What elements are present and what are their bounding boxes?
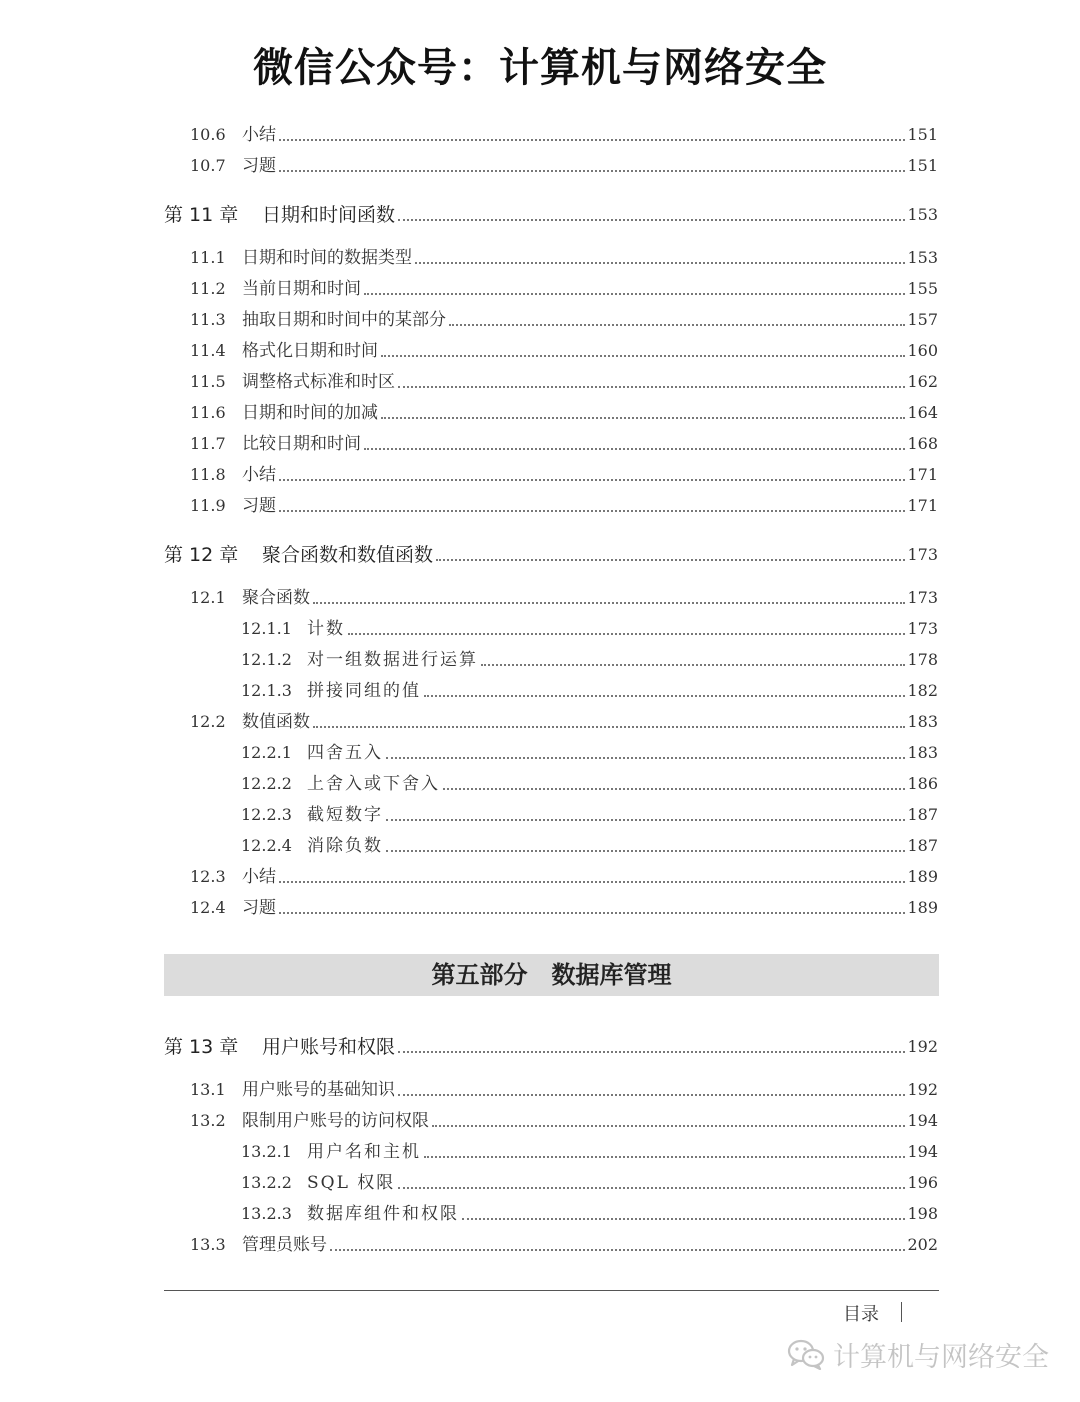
- toc-entry-11-3: [164, 303, 938, 331]
- toc-page: 151: [907, 125, 938, 144]
- toc-page: 189: [907, 867, 938, 886]
- toc-page: 192: [907, 1080, 938, 1099]
- toc-title: 管理员账号: [242, 1235, 327, 1255]
- toc-number: 12.2.3: [241, 805, 292, 824]
- toc-entry-11-2: [164, 272, 938, 300]
- toc-number: 12.1.3: [241, 681, 292, 700]
- toc-entry-13-2-1: [164, 1135, 938, 1163]
- footer-divider: [164, 1290, 939, 1291]
- toc-leader-dots: [381, 355, 905, 357]
- toc-leader-dots: [313, 602, 905, 604]
- toc-title: 日期和时间函数: [262, 204, 396, 226]
- toc-number: 13.2.1: [241, 1142, 292, 1161]
- toc-number: 12.2: [190, 712, 226, 731]
- toc-number: 11.2: [190, 279, 226, 298]
- toc-entry-13-1: [164, 1073, 938, 1101]
- toc-leader-dots: [386, 850, 905, 852]
- toc-title: 比较日期和时间: [242, 434, 361, 454]
- toc-title: 抽取日期和时间中的某部分: [242, 310, 446, 330]
- toc-number: 11.1: [190, 248, 226, 267]
- toc-number: 13.2.2: [241, 1173, 292, 1192]
- toc-title: 当前日期和时间: [242, 279, 361, 299]
- toc-title: 上舍入或下舍入: [307, 774, 440, 794]
- toc-page: 171: [907, 496, 938, 515]
- toc-number: 12.2.2: [241, 774, 292, 793]
- toc-leader-dots: [398, 386, 905, 388]
- footer-separator: [901, 1302, 902, 1322]
- toc-title: 聚合函数: [242, 588, 310, 608]
- toc-title: 计数: [307, 619, 345, 639]
- toc-page: 198: [907, 1204, 938, 1223]
- toc-page: 168: [907, 434, 938, 453]
- toc-page: 155: [907, 279, 938, 298]
- toc-number: 12.4: [190, 898, 226, 917]
- toc-title: 小结: [242, 867, 276, 887]
- toc-title: 聚合函数和数值函数: [262, 544, 434, 566]
- toc-leader-dots: [415, 262, 905, 264]
- watermark: [787, 1334, 1049, 1374]
- toc-title: 格式化日期和时间: [242, 341, 378, 361]
- toc-page: 183: [907, 743, 938, 762]
- toc-title: 习题: [242, 156, 276, 176]
- toc-chapter-11: [164, 198, 938, 226]
- toc-number: 11.6: [190, 403, 226, 422]
- toc-leader-dots: [279, 510, 905, 512]
- toc-number: 11.7: [190, 434, 226, 453]
- toc-page: 192: [907, 1037, 938, 1056]
- toc-entry-12-4: [164, 891, 938, 919]
- toc-title: 数值函数: [242, 712, 310, 732]
- toc-number: 11.5: [190, 372, 226, 391]
- toc-page: 173: [907, 588, 938, 607]
- toc-page: 162: [907, 372, 938, 391]
- toc-entry-12-1: [164, 581, 938, 609]
- toc-title: 截短数字: [307, 805, 383, 825]
- toc-leader-dots: [424, 1156, 905, 1158]
- toc-page: 178: [907, 650, 938, 669]
- toc-number: 12.2.4: [241, 836, 292, 855]
- toc-title: 拼接同组的值: [307, 681, 421, 701]
- toc-number: 10.6: [190, 125, 226, 144]
- toc-title: 小结: [242, 125, 276, 145]
- toc-entry-11-1: [164, 241, 938, 269]
- toc-leader-dots: [279, 881, 905, 883]
- toc-number: 11.8: [190, 465, 226, 484]
- toc-page: 157: [907, 310, 938, 329]
- toc-number: 12.1.2: [241, 650, 292, 669]
- toc-entry-10-7: [164, 149, 938, 177]
- part-heading: 第五部分 数据库管理: [164, 954, 939, 996]
- toc-leader-dots: [462, 1218, 905, 1220]
- toc-leader-dots: [398, 1094, 905, 1096]
- toc-leader-dots: [398, 1187, 905, 1189]
- toc-entry-12-1-1: [164, 612, 938, 640]
- toc-page: 171: [907, 465, 938, 484]
- toc-page: 202: [907, 1235, 938, 1254]
- toc-number: 11.9: [190, 496, 226, 515]
- toc-title: 四舍五入: [307, 743, 383, 763]
- toc-leader-dots: [443, 788, 905, 790]
- toc-page: 196: [907, 1173, 938, 1192]
- toc-leader-dots: [279, 912, 905, 914]
- toc-number: 11.4: [190, 341, 226, 360]
- toc-page: 151: [907, 156, 938, 175]
- toc-page: 194: [907, 1142, 938, 1161]
- toc-page: 186: [907, 774, 938, 793]
- toc-leader-dots: [398, 1051, 905, 1053]
- toc-entry-12-2-4: [164, 829, 938, 857]
- toc-entry-12-2-1: [164, 736, 938, 764]
- toc-leader-dots: [381, 417, 905, 419]
- toc-number: 第 11 章: [164, 204, 239, 226]
- toc-entry-11-7: [164, 427, 938, 455]
- toc-page: 182: [907, 681, 938, 700]
- toc-page: 187: [907, 805, 938, 824]
- toc-leader-dots: [330, 1249, 905, 1251]
- toc-leader-dots: [386, 757, 905, 759]
- toc-title: 用户账号的基础知识: [242, 1080, 395, 1100]
- toc-chapter-12: [164, 538, 938, 566]
- toc-title: 限制用户账号的访问权限: [242, 1111, 429, 1131]
- watermark-text: 计算机与网络安全: [833, 1341, 1049, 1373]
- toc-title: 对一组数据进行运算: [307, 650, 478, 670]
- toc-leader-dots: [364, 448, 905, 450]
- toc-chapter-13: [164, 1030, 938, 1058]
- toc-title: 习题: [242, 496, 276, 516]
- footer-label: 目录: [843, 1304, 879, 1325]
- toc-title: 数据库组件和权限: [307, 1204, 459, 1224]
- toc-title: 小结: [242, 465, 276, 485]
- toc-leader-dots: [313, 726, 905, 728]
- toc-entry-13-2: [164, 1104, 938, 1132]
- toc-leader-dots: [279, 139, 905, 141]
- toc-title: 习题: [242, 898, 276, 918]
- toc-entry-12-1-3: [164, 674, 938, 702]
- toc-page: 153: [907, 248, 938, 267]
- toc-title: 用户名和主机: [307, 1142, 421, 1162]
- toc-title: 调整格式标准和时区: [242, 372, 395, 392]
- toc-number: 10.7: [190, 156, 226, 175]
- toc-title: 日期和时间的数据类型: [242, 248, 412, 268]
- toc-leader-dots: [481, 664, 905, 666]
- toc-number: 12.1.1: [241, 619, 292, 638]
- toc-leader-dots: [279, 479, 905, 481]
- toc-number: 12.3: [190, 867, 226, 886]
- toc-number: 13.3: [190, 1235, 226, 1254]
- toc-number: 13.1: [190, 1080, 226, 1099]
- toc-page: 189: [907, 898, 938, 917]
- toc-number: 13.2.3: [241, 1204, 292, 1223]
- toc-leader-dots: [279, 170, 905, 172]
- toc-leader-dots: [424, 695, 905, 697]
- toc-page: 194: [907, 1111, 938, 1130]
- toc-entry-11-6: [164, 396, 938, 424]
- toc-number: 第 12 章: [164, 544, 239, 566]
- toc-leader-dots: [398, 219, 905, 221]
- wechat-icon: [787, 1338, 825, 1370]
- toc-page: 160: [907, 341, 938, 360]
- toc-page: 153: [907, 205, 938, 224]
- toc-leader-dots: [348, 633, 905, 635]
- toc-entry-11-9: [164, 489, 938, 517]
- toc-page: 183: [907, 712, 938, 731]
- toc-leader-dots: [386, 819, 905, 821]
- toc-entry-11-5: [164, 365, 938, 393]
- toc-entry-12-2: [164, 705, 938, 733]
- toc-entry-12-2-2: [164, 767, 938, 795]
- toc-leader-dots: [432, 1125, 905, 1127]
- toc-page: 187: [907, 836, 938, 855]
- toc-entry-10-6: [164, 118, 938, 146]
- toc-entry-11-4: [164, 334, 938, 362]
- toc-entry-12-3: [164, 860, 938, 888]
- toc-title: 日期和时间的加减: [242, 403, 378, 423]
- toc-entry-12-1-2: [164, 643, 938, 671]
- toc-page: 164: [907, 403, 938, 422]
- toc-entry-12-2-3: [164, 798, 938, 826]
- page-title: 微信公众号：计算机与网络安全: [253, 45, 827, 91]
- toc-title: 消除负数: [307, 836, 383, 856]
- toc-entry-11-8: [164, 458, 938, 486]
- toc-entry-13-2-3: [164, 1197, 938, 1225]
- toc-entry-13-2-2: [164, 1166, 938, 1194]
- toc-leader-dots: [364, 293, 905, 295]
- toc-page: 173: [907, 545, 938, 564]
- toc-number: 12.1: [190, 588, 226, 607]
- toc-leader-dots: [449, 324, 905, 326]
- toc-title: 用户账号和权限: [262, 1036, 396, 1058]
- toc-leader-dots: [436, 559, 905, 561]
- toc-page: 173: [907, 619, 938, 638]
- toc-title: SQL 权限: [307, 1173, 396, 1193]
- toc-number: 第 13 章: [164, 1036, 239, 1058]
- toc-number: 13.2: [190, 1111, 226, 1130]
- toc-entry-13-3: [164, 1228, 938, 1256]
- toc-number: 11.3: [190, 310, 226, 329]
- toc-number: 12.2.1: [241, 743, 292, 762]
